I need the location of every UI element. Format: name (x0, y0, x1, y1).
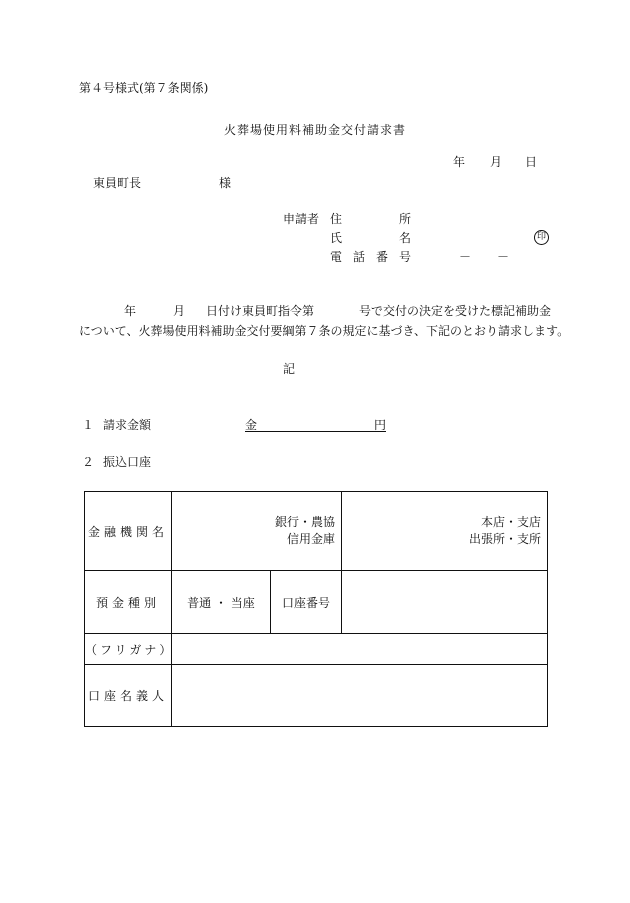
account-holder-label: 口座名義人 (85, 665, 172, 727)
body-line1-rest: 日付け東員町指令第 (206, 304, 315, 318)
item1-kin: 金 (245, 418, 258, 432)
recipient-name: 東員町長 (93, 176, 142, 190)
furigana-label: （フリガナ） (85, 634, 172, 665)
institution-label: 金融機関名 (85, 492, 172, 571)
deposit-type-label: 預金種別 (85, 571, 172, 634)
item2-number: ２ (82, 455, 95, 469)
furigana-field[interactable] (172, 634, 548, 665)
seal-mark-icon: 印 (534, 230, 549, 245)
address-label-1: 住 (330, 212, 343, 226)
date-month-label: 月 (490, 155, 503, 169)
phone-dash-1: － (459, 250, 472, 264)
branch-type-cell (342, 492, 548, 571)
institution-row (85, 492, 548, 571)
account-number-label: 口座番号 (271, 571, 342, 634)
account-number-field[interactable] (342, 571, 548, 634)
item2-label: 振込口座 (103, 455, 152, 469)
date-year-label: 年 (453, 155, 466, 169)
phone-label-2: 話 (353, 250, 366, 264)
ki-heading: 記 (283, 362, 296, 376)
item1-yen: 円 (374, 418, 387, 432)
phone-label-1: 電 (330, 250, 343, 264)
deposit-row (85, 571, 548, 634)
item1-label: 請求金額 (103, 418, 152, 432)
applicant-heading: 申請者 (283, 212, 320, 226)
address-label-2: 所 (399, 212, 412, 226)
name-label-2: 名 (399, 231, 412, 245)
document-title: 火葬場使用料補助金交付請求書 (223, 123, 406, 137)
recipient-honorific: 様 (219, 176, 232, 190)
phone-label-4: 号 (399, 250, 412, 264)
deposit-type-options: 普通 ・ 当座 (172, 571, 271, 634)
bank-account-table (84, 491, 548, 727)
form-number: 第４号様式(第７条関係) (79, 81, 209, 95)
body-line-2: について、火葬場使用料補助金交付要綱第７条の規定に基づき、下記のとおり請求します。 (79, 324, 570, 338)
amount-underline (245, 431, 386, 432)
body-month: 月 (173, 304, 186, 318)
furigana-row (85, 634, 548, 665)
bank-type-1: 銀行・農協 (275, 515, 336, 530)
account-holder-field[interactable] (172, 665, 548, 727)
phone-dash-2: － (497, 250, 510, 264)
bank-type-cell (172, 492, 342, 571)
body-year: 年 (124, 304, 137, 318)
branch-type-2: 出張所・支所 (469, 532, 542, 546)
name-label-1: 氏 (330, 231, 343, 245)
date-day-label: 日 (525, 155, 538, 169)
bank-type-2: 信用金庫 (287, 532, 336, 546)
branch-type-1: 本店・支店 (481, 515, 542, 530)
holder-row (85, 665, 548, 727)
phone-label-3: 番 (376, 250, 389, 264)
body-line1-tail: 号で交付の決定を受けた標記補助金 (359, 304, 552, 318)
item1-number: １ (82, 418, 95, 432)
